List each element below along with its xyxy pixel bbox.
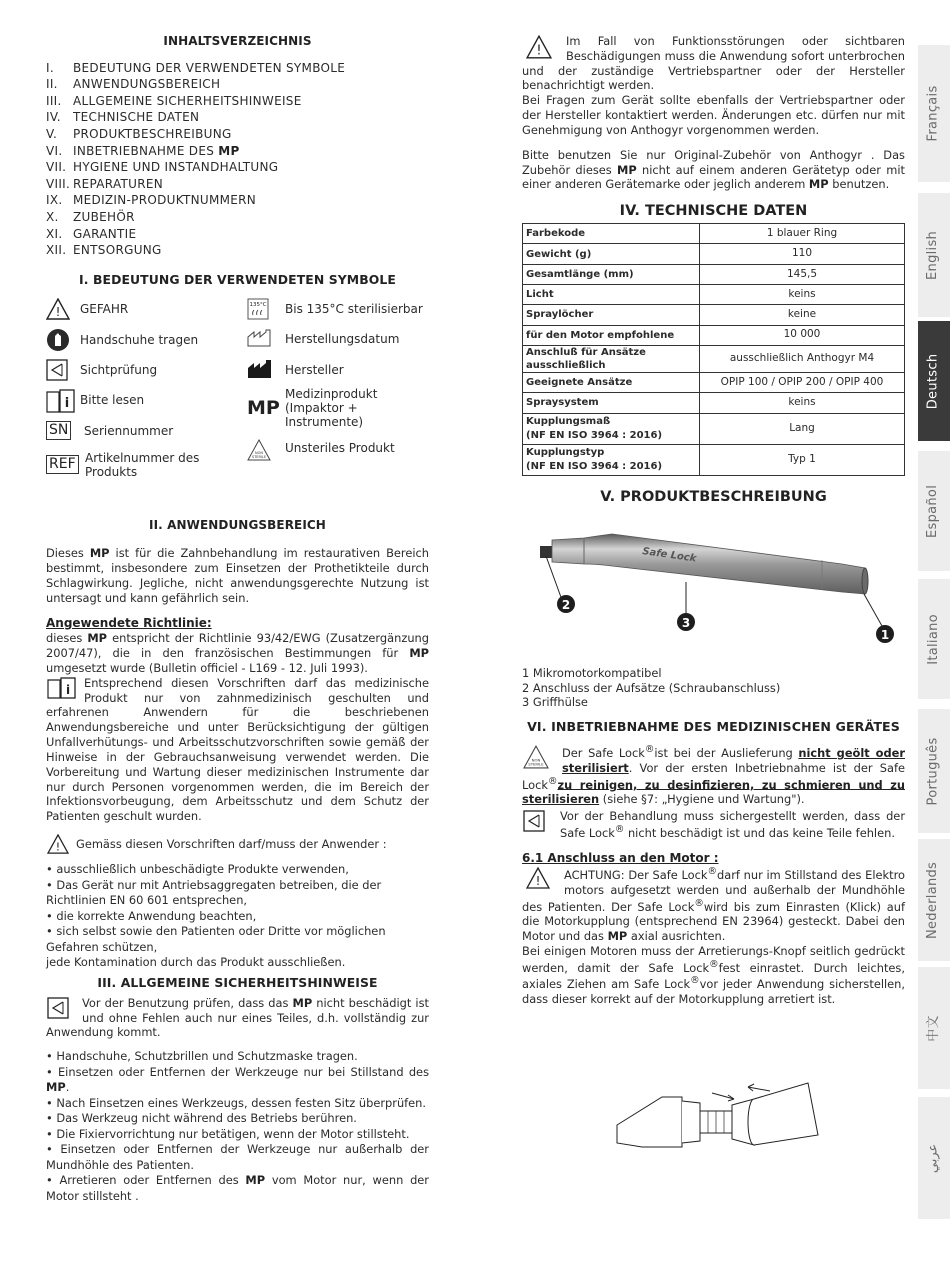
list-item: • Nach Einsetzen eines Werkzeugs, dessen festen Sitz überprüfen. (46, 1095, 427, 1110)
table-row: Licht keins (523, 285, 905, 305)
table-row: Kupplungsmaß (NF EN ISO 3964 : 2016) Lang (523, 413, 905, 444)
manufacture-date-icon (247, 328, 273, 348)
read-manual-icon (46, 389, 76, 413)
malfunction-paragraph: ! Im Fall von Funktionsstörungen oder sichtbaren Beschädigungen muss die Anwendung sofort unterbrochen und der zuständige Vertriebspartner oder der Hersteller benachrichtigt werden. (522, 34, 905, 93)
user-obligation: ! Gemäss diesen Vorschriften darf/muss der Anwender : (46, 834, 429, 854)
list-item: • Einsetzen oder Entfernen der Werkzeuge nur bei Stillstand des MP. (46, 1064, 429, 1095)
directive-heading: Angewendete Richtlinie: (46, 615, 212, 630)
tab-portugues[interactable]: Português (918, 709, 950, 833)
product-illustration (522, 516, 905, 662)
symbol-serial: SN Seriennummer (46, 421, 173, 440)
toc-item: IV. TECHNISCHE DATEN (46, 110, 200, 125)
left-column (46, 34, 429, 1204)
user-obligation-list (46, 862, 429, 971)
list-item: • ausschließlich unbeschädigte Produkte verwenden, (46, 862, 349, 877)
list-item: • Die Fixiervorrichtung nur betätigen, wenn der Motor stillsteht. (46, 1126, 410, 1141)
handpiece-illustration (522, 516, 905, 662)
gloves-icon (46, 328, 70, 352)
section-6-title: VI. INBETRIEBNAHME DES MEDIZINISCHEN GERÄTES (527, 718, 900, 734)
mp-icon: MP (247, 396, 280, 419)
toc-item: IX. MEDIZIN-PRODUKTNUMMERN (46, 193, 257, 208)
sterilizable-135-icon (247, 298, 269, 320)
manufacturer-icon (247, 359, 273, 379)
tab-english[interactable]: English (918, 193, 950, 317)
table-row: Kupplungstyp (NF EN ISO 3964 : 2016) Typ 1 (523, 444, 905, 475)
table-row: Gewicht (g) 110 (523, 244, 905, 264)
svg-text:!: ! (536, 43, 542, 59)
safety-check-paragraph: Vor der Benutzung prüfen, dass das MP nicht beschädigt ist und ohne Fehlen auch nur eines Teiles, d.h. vollständig zur Anwendung kommt. (46, 995, 429, 1040)
warning-triangle-icon (526, 35, 552, 59)
toc-item: I. BEDEUTUNG DER VERWENDETEN SYMBOLE (46, 60, 346, 75)
contact-paragraph: Bei Fragen zum Gerät sollte ebenfalls der Vertriebspartner oder der Hersteller kontaktiert werden. Änderungen etc. dürfen nur mit Genehmigung von Anthogyr vorgenommen werden. (522, 93, 905, 137)
warning-triangle-icon (526, 867, 550, 889)
motor-warning-paragraph: ! ACHTUNG: Der Safe Lock®darf nur im Stillstand des Elektro motors aufgesetzt werden und außerhalb der Mundhöhle des Patienten. Der Safe Lock®wird bis zum Einrasten (Klick) auf die Motorkupplung (entsprechend EN 23964) gesteckt. Dabei den Motor und das MP axial ausrichten. (522, 866, 905, 944)
svg-text:1: 1 (880, 628, 890, 643)
section-4-title: IV. TECHNISCHE DATEN (619, 203, 808, 220)
delivery-paragraph: NON STERILE Der Safe Lock®ist bei der Auslieferung nicht geölt oder sterilisiert. Vor der ersten Inbetriebnahme ist der Safe Lock®zu reinigen, zu desinfizieren, zu schmieren und zu sterilisieren (siehe §7: „Hygiene und Wartung"). (522, 744, 905, 807)
section-5-title: V. PRODUKTBESCHREIBUNG (600, 488, 827, 505)
symbol-non-sterile: NON STERILE Unsteriles Produkt (247, 439, 395, 461)
toc-title: INHALTSVERZEICHNIS (163, 34, 312, 48)
directive-paragraph: dieses MP entspricht der Richtlinie 93/42/EWG (Zusatzergänzung 2007/47), die in den französischen Bestimmungen für MP umgesetzt wurde (Bulletin officiel - L169 - 12. Juli 1993). (46, 631, 429, 675)
section-1-title: I. BEDEUTUNG DER VERWENDETEN SYMBOLE (79, 271, 396, 287)
table-row: Geeignete Ansätze OPIP 100 / OPIP 200 / OPIP 400 (523, 372, 905, 392)
table-row: Spraysystem keins (523, 393, 905, 413)
svg-text:i: i (65, 682, 71, 697)
technical-data-table (522, 223, 905, 475)
symbol-manufacture-date: Herstellungsdatum (247, 328, 399, 348)
visual-check-icon (522, 810, 546, 832)
toc-item: V. PRODUKTBESCHREIBUNG (46, 126, 232, 141)
svg-text:STERILE: STERILE (528, 761, 544, 767)
svg-text:!: ! (55, 304, 61, 319)
svg-text:NON: NON (531, 757, 541, 763)
svg-text:!: ! (55, 840, 61, 854)
symbol-sterilizable: 135°C Bis 135°C sterilisierbar (247, 298, 423, 320)
toc-item: II. ANWENDUNGSBEREICH (46, 77, 221, 92)
table-row: Spraylöcher keine (523, 305, 905, 325)
list-item: • Arretieren oder Entfernen des MP vom Motor nur, wenn der Motor stillsteht . (46, 1173, 429, 1203)
visual-check-icon (46, 997, 70, 1019)
warning-triangle-icon (46, 298, 70, 320)
serial-number-icon: SN (46, 421, 71, 440)
non-sterile-icon (522, 745, 550, 769)
toc-item: VII. HYGIENE UND INSTANDHALTUNG (46, 160, 279, 175)
tab-francais[interactable]: Français (918, 45, 950, 182)
tab-espanol[interactable]: Español (918, 451, 950, 571)
list-item: • die korrekte Anwendung beachten, (46, 908, 257, 923)
list-item: 1 Mikromotorkompatibel (522, 666, 662, 681)
table-row: Farbekode 1 blauer Ring (523, 224, 905, 244)
toc-item: VIII. REPARATUREN (46, 176, 164, 191)
svg-text:!: ! (535, 874, 541, 889)
locking-paragraph: Bei einigen Motoren muss der Arretierungs-Knopf seitlich gedrückt werden, damit der Safe Lock®fest einrastet. Durch leichtes, axiales Ziehen am Safe Lock®vor jeder Anwendung sicherstellen, dass dieser korrekt auf der Motorkupplung arretiert ist. (522, 943, 906, 1006)
motor-connection-heading: 6.1 Anschluss an den Motor : (522, 850, 719, 865)
toc-item: III. ALLGEMEINE SICHERHEITSHINWEISE (46, 93, 302, 108)
svg-text:2: 2 (561, 598, 571, 613)
symbol-gloves: Handschuhe tragen (46, 328, 198, 352)
section-2-title: II. ANWENDUNGSBEREICH (149, 517, 326, 532)
symbol-danger: ! GEFAHR (46, 298, 128, 320)
symbol-medical-product: MP Medizinprodukt (Impaktor + Instrumente) (247, 386, 378, 429)
tab-nederlands[interactable]: Nederlands (918, 839, 950, 961)
list-item: jede Kontamination durch das Produkt ausschließen. (46, 955, 346, 970)
list-item: • Handschuhe, Schutzbrillen und Schutzmaske tragen. (46, 1049, 358, 1064)
visual-check-icon (46, 359, 68, 381)
symbol-ref: REF Artikelnummer des Produkts (46, 451, 205, 479)
tab-chinese[interactable]: 中文 (918, 967, 950, 1089)
list-item: • Einsetzen oder Entfernen der Werkzeuge nur außerhalb der Mundhöhle des Patienten. (46, 1142, 429, 1172)
table-row: Gesamtlänge (mm) 145,5 (523, 264, 905, 284)
regulation-paragraph: i Entsprechend diesen Vorschriften darf das medizinische Produkt nur von zahnmedizinisch geschulten und erfahrenen Anwendern für die beschriebenen Anwendungsbereiche und unter Berücksichtigung der gültigen Unfallverhütungs- und Arbeitsschutzvorschriften sowie gemäß der Hinweise in der Gebrauchsanweisung verwendet werden. Die Vorbereitung und Wartung dieser medizinischen Instrumente dar nur durch Personen vorgenommen werden, die im Bereich der Infektionsvorbeugung, dem Arbeitsschutz und dem Schutz der Patienten geschult wurden. (46, 675, 429, 824)
svg-text:STERILE: STERILE (251, 454, 267, 459)
list-item: 3 Griffhülse (522, 695, 588, 710)
list-item: 2 Anschluss der Aufsätze (Schraubanschluss) (522, 680, 781, 695)
tab-italiano[interactable]: Italiano (918, 579, 950, 699)
toc-item: XII. ENTSORGUNG (46, 243, 162, 258)
coupling-drawing (522, 1047, 905, 1157)
symbol-visual-check: Sichtprüfung (46, 359, 157, 381)
product-legend (522, 666, 905, 710)
section-3-title: III. ALLGEMEINE SICHERHEITSHINWEISE (97, 974, 378, 990)
warning-triangle-icon (46, 834, 70, 854)
tab-deutsch[interactable]: Deutsch (918, 321, 950, 441)
symbol-read-manual: i Bitte lesen (46, 389, 144, 413)
tab-arabic[interactable]: عربي (918, 1097, 950, 1219)
non-sterile-icon (247, 439, 271, 461)
symbol-legend (46, 296, 429, 486)
right-column (522, 34, 905, 1157)
read-manual-icon (46, 677, 78, 699)
list-item: • Das Gerät nur mit Antriebsaggregaten betreiben, die der Richtlinien EN 60 601 entsprechen, (46, 877, 382, 908)
svg-text:i: i (64, 395, 70, 411)
accessories-paragraph: Bitte benutzen Sie nur Original-Zubehör von Anthogyr . Das Zubehör dieses MP nicht auf einem anderen Gerätetyp oder mit einer anderen Gerätemarke oder jeglich anderem MP benutzen. (522, 147, 906, 192)
svg-text:3: 3 (681, 616, 691, 631)
pre-treatment-paragraph: Vor der Behandlung muss sichergestellt werden, dass der Safe Lock® nicht beschädigt ist und das keine Teile fehlen. (522, 809, 905, 840)
motor-coupling-illustration (522, 1047, 905, 1157)
svg-text:NON: NON (255, 450, 263, 455)
list-item: • Das Werkzeug nicht während des Betriebs berühren. (46, 1111, 357, 1126)
symbol-manufacturer: Hersteller (247, 359, 344, 379)
ref-number-icon: REF (46, 455, 79, 474)
table-row: für den Motor empfohlene 10 000 (523, 325, 905, 345)
toc-item: X. ZUBEHÖR (46, 209, 135, 224)
list-item: • sich selbst sowie den Patienten oder Dritte vor möglichen Gefahren schützen, (46, 924, 386, 954)
table-of-contents (46, 60, 429, 259)
svg-text:Safe Lock: Safe Lock (641, 546, 697, 565)
safety-list (46, 1049, 429, 1204)
toc-item: VI. INBETRIEBNAHME DES MP (46, 143, 240, 158)
scope-paragraph: Dieses MP ist für die Zahnbehandlung im restaurativen Bereich bestimmt, insbesondere zum Einsetzen der Prothetikteile durch Schlagwirkung. Jegliche, nicht anwendungsgerechte Nutzung ist untersagt und kann gefährlich sein. (46, 546, 429, 605)
svg-text:135°C: 135°C (249, 301, 267, 308)
toc-item: XI. GARANTIE (46, 226, 137, 241)
table-row: Anschluß für Ansätze ausschließlich ausschließlich Anthogyr M4 (523, 345, 905, 372)
